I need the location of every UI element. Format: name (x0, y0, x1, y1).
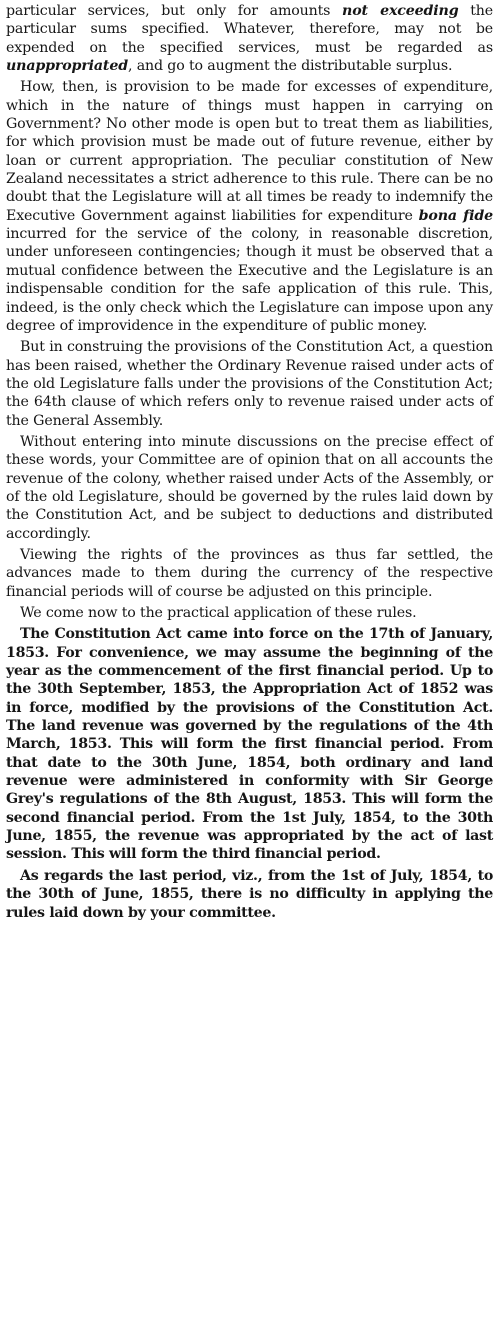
paragraph-6 (6, 604, 493, 622)
paragraph-1 (6, 2, 493, 75)
text-segment: But in construing the provisions of the Constitution Act, a question has been raised, whether the Ordinary Revenue raised under acts of the old Legislature falls under the provisions of the Constitution Act; the 64th clause of which refers only to revenue raised under acts of the General Assembly. (6, 339, 493, 429)
paragraph-2 (6, 78, 493, 335)
paragraph-7 (6, 625, 493, 863)
text-segment: , and go to augment the distributable surplus. (127, 58, 453, 75)
text-segment: incurred for the service of the colony, in reasonable discretion, under unforeseen contingencies; though it must be observed that a mutual confidence between the Executive and the Legislature is an indispensable condition for the safe application of this rule. This, indeed, is the only check which the Legislature can impose upon any degree of improvidence in the expenditure of public money. (6, 226, 493, 334)
paragraph-5 (6, 546, 493, 601)
paragraph-8 (6, 867, 493, 922)
paragraph-4 (6, 433, 493, 543)
text-segment: the particular sums specified. Whatever, therefore, may not be expended on the specified services, must be regarded as (6, 3, 493, 56)
italic-phrase: bona fide (418, 207, 493, 224)
italic-phrase: unappropriated (6, 58, 128, 75)
text-segment: How, then, is provision to be made for excesses of expenditure, which in the nature of things must happen in carrying on Government? No other mode is open but to treat them as liabilities, for which provision must be made out of future revenue, either by loan or current appropriation. The peculiar constitution of New Zealand necessitates a strict adherence to this rule. There can be no doubt that the Legislature will at all times be ready to indemnify the Executive Government against liabilities for expenditure (6, 79, 493, 224)
paragraph-3 (6, 338, 493, 430)
text-segment: We come now to the practical application of these rules. (20, 605, 417, 621)
text-segment: As regards the last period, viz., from the 1st of July, 1854, to the 30th of June, 1855, there is no difficulty in applying the rules laid down by your committee. (6, 867, 493, 921)
italic-phrase: not exceeding (342, 3, 459, 19)
text-segment: particular services, but only for amounts (6, 3, 343, 19)
text-segment: Viewing the rights of the provinces as thus far settled, the advances made to them during the currency of the respective financial periods will of course be adjusted on this principle. (6, 546, 493, 600)
text-segment: The Constitution Act came into force on the 17th of January, 1853. For convenience, we may assume the beginning of the year as the commencement of the first financial period. Up to the 30th September, 1853, the Appropriation Act of 1852 was in force, modified by the provisions of the Constitution Act. The land revenue was governed by the regulations of the 4th March, 1853. This will form the first financial period. From that date to the 30th June, 1854, both ordinary and land revenue were administered in conformity with Sir George Grey's regulations of the 8th August, 1853. This will form the second financial period. From the 1st July, 1854, to the 30th June, 1855, the revenue was appropriated by the act of last session. This will form the third financial period. (6, 626, 493, 863)
text-segment: Without entering into minute discussions on the precise effect of these words, your Committee are of opinion that on all accounts the revenue of the colony, whether raised under Acts of the Assembly, or of the old Legislature, should be governed by the rules laid down by the Constitution Act, and be subject to deductions and distributed accordingly. (6, 433, 493, 542)
